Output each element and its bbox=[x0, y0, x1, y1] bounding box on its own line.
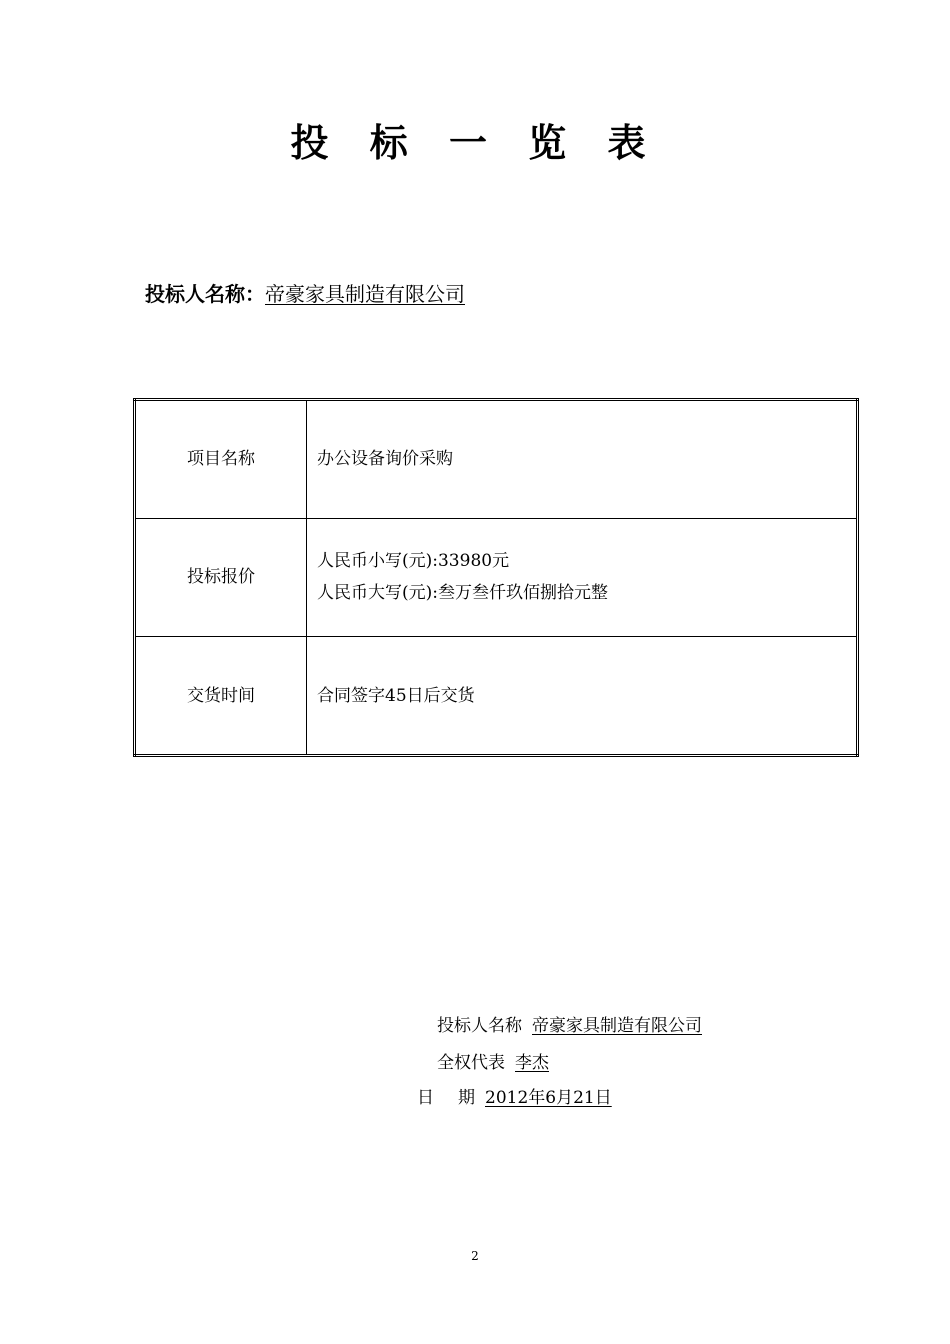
bidder-name-value: 帝豪家具制造有限公司 bbox=[265, 282, 465, 306]
table-row-delivery bbox=[135, 637, 858, 756]
representative-value: 李杰 bbox=[515, 1053, 549, 1073]
delivery-time-value bbox=[307, 637, 858, 756]
bid-price-label: 投标报价 bbox=[135, 518, 307, 637]
signature-representative-line bbox=[437, 1051, 549, 1075]
bidder-name-line bbox=[145, 280, 465, 308]
delivery-time-text: 合同签字45日后交货 bbox=[317, 685, 475, 706]
signature-bidder-line bbox=[437, 1014, 702, 1038]
price-lowercase-text: 人民币小写(元):33980元 bbox=[317, 551, 510, 572]
project-name-label: 项目名称 bbox=[135, 400, 307, 519]
date-value: 2012年6月21日 bbox=[485, 1088, 612, 1108]
price-uppercase-text: 人民币大写(元):叁万叁仟玖佰捌拾元整 bbox=[317, 583, 608, 604]
project-name-text: 办公设备询价采购 bbox=[317, 449, 453, 470]
bid-summary-table bbox=[133, 398, 859, 757]
bid-price-value bbox=[307, 518, 858, 637]
date-label: 日 期 bbox=[417, 1088, 475, 1108]
signature-date-line bbox=[417, 1086, 612, 1110]
signature-bidder-label: 投标人名称 bbox=[437, 1016, 522, 1036]
project-name-value bbox=[307, 400, 858, 519]
bidder-name-label: 投标人名称： bbox=[145, 282, 265, 306]
table-row-price bbox=[135, 518, 858, 637]
delivery-time-label: 交货时间 bbox=[135, 637, 307, 756]
page-title: 投 标 一 览 表 bbox=[290, 121, 660, 165]
representative-label: 全权代表 bbox=[437, 1053, 505, 1073]
page-number: 2 bbox=[471, 1249, 479, 1263]
signature-bidder-value: 帝豪家具制造有限公司 bbox=[532, 1016, 702, 1036]
table-row-project bbox=[135, 400, 858, 519]
